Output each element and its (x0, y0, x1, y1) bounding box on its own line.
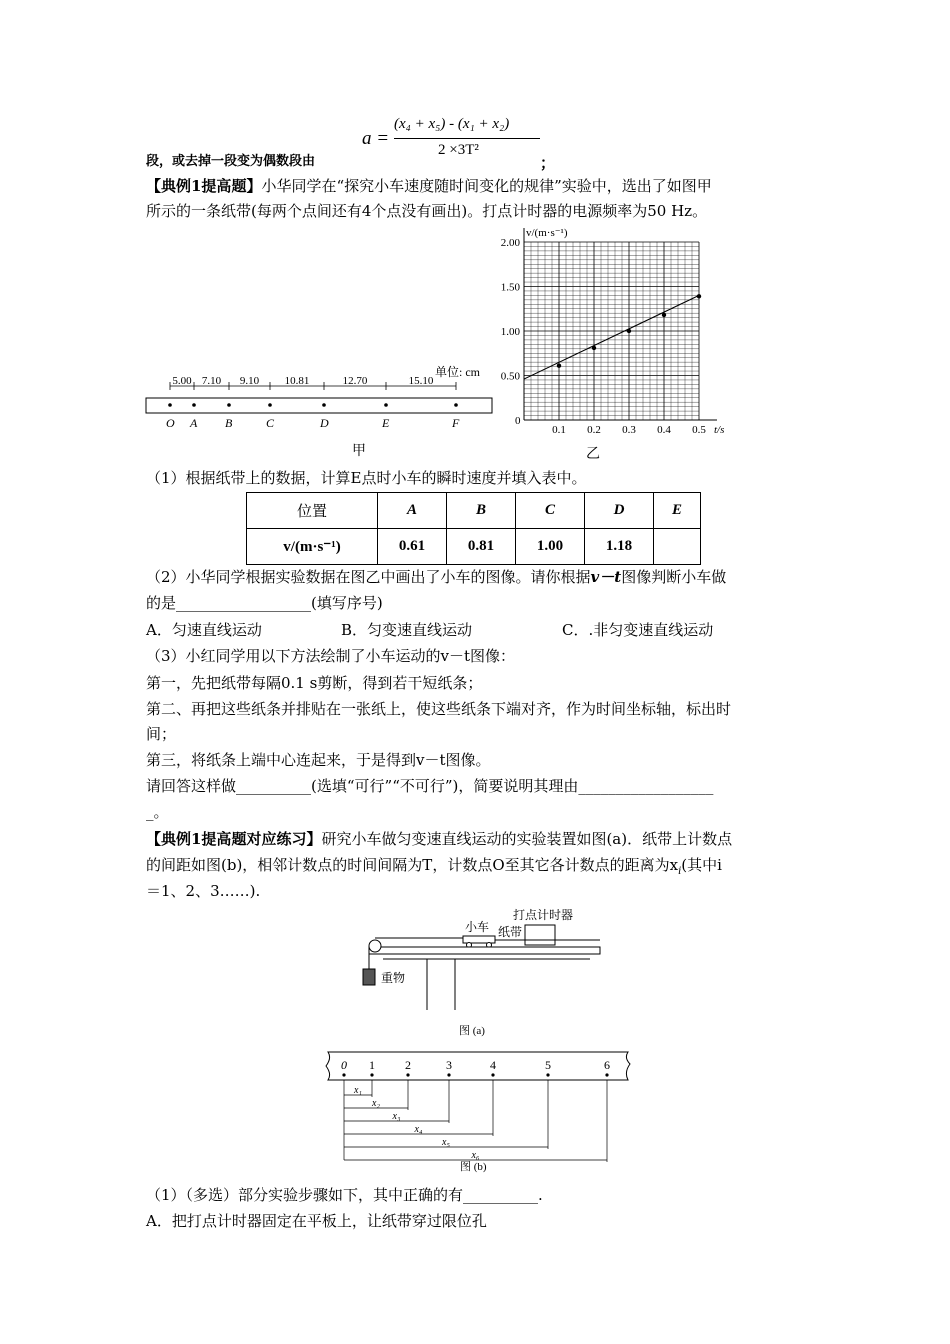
step1: 第一，先把纸带每隔0.1 s剪断，得到若干短纸条； (146, 674, 483, 692)
chart-xlabel: t/s (714, 424, 725, 436)
option-c: C．.非匀变速直线运动 (562, 621, 714, 639)
table-cell: 位置 (247, 493, 378, 529)
data-point (697, 294, 701, 298)
x-tick-label: 0.4 (657, 424, 671, 436)
tape-dot (384, 403, 388, 407)
tape-b-figure (318, 1048, 638, 1176)
pulley (369, 940, 381, 952)
formula-numerator: (x₄ + x₅) - (x₁ + x₂) (394, 116, 510, 132)
tape-b-dot (342, 1073, 345, 1076)
q2-text-b: 图像判断小车做 (621, 568, 727, 586)
option-a: A．匀速直线运动 (146, 621, 262, 639)
x-tick-label: 0.5 (692, 424, 706, 436)
tape-b-distance-label: x₂ (372, 1098, 380, 1109)
velocity-table (246, 492, 701, 565)
ex2-text2b: (其中i (681, 856, 722, 874)
tape-b-dot (491, 1073, 494, 1076)
tape-b-point-label: 2 (405, 1058, 411, 1072)
y-tick-label: 0.50 (500, 370, 520, 383)
tape-b-dot (370, 1073, 373, 1076)
tape-caption: 甲 (352, 443, 366, 459)
x-tick-label: 0.2 (587, 424, 601, 436)
fig-b-caption: 图 (b) (460, 1161, 487, 1173)
tape-dot (454, 403, 458, 407)
tape-distance: 9.10 (239, 375, 260, 387)
y-tick-label: 2.00 (500, 237, 520, 249)
car-label: 小车 (465, 920, 490, 934)
table-cell: 0.81 (447, 529, 516, 565)
step2-a: 第二、再把这些纸条并排贴在一张纸上，使这些纸条下端对齐，作为时间坐标轴，标出时 (146, 700, 732, 718)
tape-b-dot (546, 1073, 549, 1076)
tape-distance: 10.81 (284, 375, 310, 387)
table-cell: D (585, 493, 654, 529)
ask-end: _。 (146, 803, 169, 821)
table-row (247, 493, 701, 529)
chart-caption: 乙 (586, 446, 600, 462)
tape-point-label: E (382, 416, 390, 430)
tape-b-point-label: 1 (369, 1058, 375, 1072)
q4-option-a: A．把打点计时器固定在平板上，让纸带穿过限位孔 (146, 1212, 487, 1230)
tape-strip (146, 398, 492, 413)
formula-lhs: a = (362, 128, 390, 149)
tape-b-point-label: 3 (446, 1058, 452, 1072)
data-point (592, 346, 596, 350)
vt-chart (492, 226, 742, 466)
formula-denominator: 2 ×3T² (438, 142, 479, 158)
tape-dot (192, 403, 196, 407)
tape-b-dot (406, 1073, 409, 1076)
formula (360, 112, 550, 172)
weight-block (363, 969, 375, 985)
ex1-heading: 【典例1提高题】 (146, 177, 262, 195)
tape-distance: 15.10 (408, 375, 434, 387)
table-cell-answer[interactable] (654, 529, 701, 565)
table-cell: 0.61 (378, 529, 447, 565)
apparatus-figure (355, 905, 605, 1040)
tape-label: 纸带 (498, 925, 523, 939)
ex2-line3: ＝1、2、3……). (146, 882, 261, 900)
x-tick-label: 0.1 (552, 424, 566, 436)
table-cell: B (447, 493, 516, 529)
tape-dot (268, 403, 272, 407)
tape-figure (140, 360, 500, 460)
q2-line1 (146, 566, 726, 587)
chart-origin: 0 (515, 415, 521, 427)
ex1-text1: 小华同学在“探究小车速度随时间变化的规律”实验中，选出了如图甲 (261, 177, 712, 195)
tape-point-label: B (225, 416, 233, 430)
ex2-line2: 的间距如图(b)，相邻计数点的时间间隔为T，计数点O至其它各计数点的距离为$x_i$(其中i (146, 856, 722, 877)
x-tick-label: 0.3 (622, 424, 636, 436)
table-cell: C (516, 493, 585, 529)
tape-point-label: C (266, 416, 275, 430)
tape-b-point-label: 5 (545, 1058, 551, 1072)
q1: （1）根据纸带上的数据，计算E点时小车的瞬时速度并填入表中。 (146, 469, 587, 487)
chart-ylabel: v/(m·s⁻¹) (526, 227, 568, 239)
ex2-text2: 的间距如图(b)，相邻计数点的时间间隔为T，计数点O至其它各计数点的距离为x (146, 856, 679, 874)
tape-point-label: A (190, 416, 198, 430)
q2-line2: 的是__________________(填写序号) (146, 594, 383, 612)
tape-distance: 5.00 (172, 375, 192, 387)
ex2-line1 (146, 828, 732, 849)
table-cell: v/(m·s⁻¹) (247, 529, 378, 565)
tape-dot (322, 403, 326, 407)
q4: （1）（多选）部分实验步骤如下，其中正确的有__________. (146, 1186, 543, 1204)
ex2-heading: 【典例1提高题对应练习】 (146, 830, 322, 848)
y-tick-label: 1.00 (500, 326, 520, 338)
tape-point-label: O (166, 416, 175, 430)
tape-distance: 12.70 (342, 375, 368, 387)
tape-b-point-label: 6 (604, 1058, 610, 1072)
fig-a-caption: 图 (a) (459, 1025, 485, 1037)
table-cell: 1.18 (585, 529, 654, 565)
tape-unit: 单位: cm (435, 365, 480, 379)
tape-dot (227, 403, 231, 407)
data-point (557, 364, 561, 368)
timer-box (525, 925, 555, 945)
line1: 段，或去掉一段变为偶数段由 (146, 154, 316, 169)
tape-b-point-label: 4 (490, 1058, 496, 1072)
tape-b-distance-label: x₅ (442, 1137, 450, 1148)
line1-end: ； (540, 154, 556, 172)
timer-label: 打点计时器 (513, 908, 574, 922)
ex1-text2: 所示的一条纸带(每两个点间还有4个点没有画出)。打点计时器的电源频率为50 Hz。 (146, 202, 708, 220)
car-body (463, 936, 495, 943)
table-cell: 1.00 (516, 529, 585, 565)
tape-point-label: F (452, 416, 460, 430)
tape-b-dot (605, 1073, 608, 1076)
table-cell: E (654, 493, 701, 529)
table-row (247, 529, 701, 565)
tape-b-dot (447, 1073, 450, 1076)
ask: 请回答这样做__________(选填“可行”“不可行”)，简要说明其理由__________________ (146, 777, 714, 795)
step3: 第三，将纸条上端中心连起来，于是得到v－t图像。 (146, 751, 491, 769)
tape-dot (168, 403, 172, 407)
tape-b-distance-label: x₁ (354, 1085, 362, 1096)
tape-b-distance-label: x₆ (471, 1150, 480, 1161)
fraction-bar (394, 138, 540, 139)
tape-b-point-label: 0 (341, 1058, 347, 1072)
data-point (627, 329, 631, 333)
tape-point-label: D (320, 416, 329, 430)
tape-b-distance-label: x₄ (414, 1124, 423, 1135)
q3: （3）小红同学用以下方法绘制了小车运动的v－t图像： (146, 647, 516, 665)
track-board (369, 947, 600, 954)
ex1-line1 (146, 175, 712, 196)
weight-label: 重物 (381, 971, 406, 985)
data-point (662, 313, 666, 317)
tape-distance: 7.10 (201, 375, 222, 387)
tape-b-distance-label: x₃ (392, 1111, 401, 1122)
q2-text-a: （2）小华同学根据实验数据在图乙中画出了小车的图像。请你根据 (146, 568, 591, 586)
table-cell: A (378, 493, 447, 529)
step2-b: 间； (146, 725, 177, 743)
ex2-text1: 研究小车做匀变速直线运动的实验装置如图(a)．纸带上计数点 (321, 830, 733, 848)
q2-vt: v－t (590, 568, 622, 586)
option-b: B．匀变速直线运动 (341, 621, 473, 639)
y-tick-label: 1.50 (500, 281, 520, 294)
